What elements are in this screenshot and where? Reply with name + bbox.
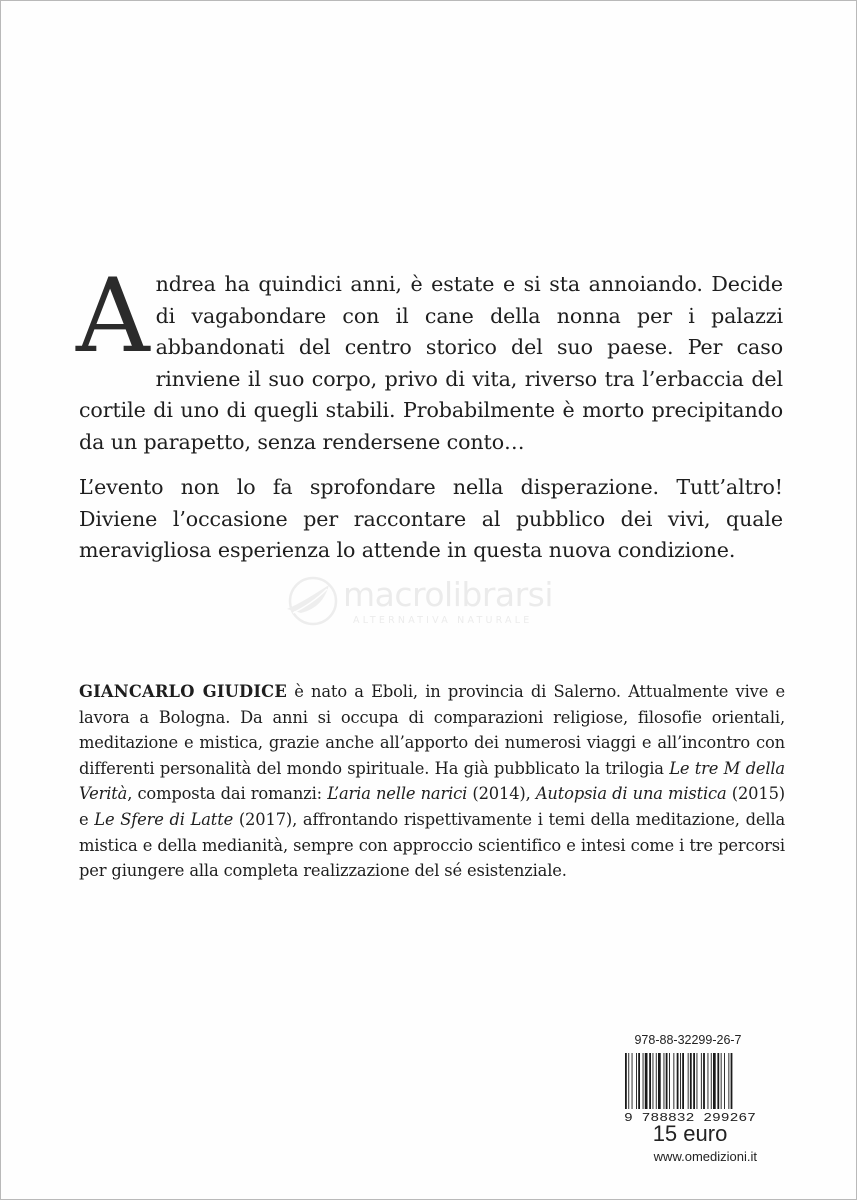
barcode-bar <box>628 1053 629 1109</box>
barcode-bar <box>658 1053 661 1109</box>
barcode-bar <box>690 1053 692 1109</box>
barcode-bar <box>669 1053 670 1109</box>
synopsis-paragraph-2: L’evento non lo fa sprofondare nella disperazione. Tutt’altro! Diviene l’occasione per raccontare al pubblico dei vivi, quale meravigliosa esperienza lo attende in questa nuova condizione. <box>79 475 783 562</box>
barcode-bar <box>664 1053 665 1109</box>
barcode-bar <box>717 1053 719 1109</box>
barcode-bar <box>693 1053 695 1109</box>
watermark-name: macrolibrarsi <box>343 575 554 614</box>
barcode-bar <box>677 1053 679 1109</box>
barcode-bar <box>653 1053 654 1109</box>
barcode-bar <box>703 1053 705 1109</box>
barcode-bar <box>625 1053 627 1109</box>
barcode-bar <box>666 1053 668 1109</box>
barcode-bar <box>638 1053 640 1109</box>
barcode-bar <box>673 1053 674 1109</box>
barcode <box>623 1053 757 1123</box>
trilogy-title: Le tre M della Verità <box>79 758 785 804</box>
barcode-digits: 9 788832 299267 <box>624 1112 756 1123</box>
barcode-bar <box>731 1053 733 1109</box>
barcode-bar <box>636 1053 637 1109</box>
publisher-website: www.omedizioni.it <box>653 1149 757 1164</box>
barcode-bar <box>711 1053 712 1109</box>
novel-title-2: Autopsia di una mistica <box>535 784 727 804</box>
barcode-bar <box>728 1053 729 1109</box>
novel-title-1: L’aria nelle narici <box>327 784 468 804</box>
author-name: GIANCARLO GIUDICE <box>79 682 287 701</box>
barcode-bar <box>643 1053 644 1109</box>
barcode-bar <box>656 1053 657 1109</box>
watermark <box>283 573 583 633</box>
watermark-tagline: ALTERNATIVA NATURALE <box>353 615 533 626</box>
barcode-bar <box>701 1053 702 1109</box>
barcode-bar <box>708 1053 709 1109</box>
barcode-bar <box>724 1053 725 1109</box>
isbn-number: 978-88-32299-26-7 <box>634 1033 742 1047</box>
drop-cap: A <box>76 257 150 376</box>
leaf-swirl-icon <box>283 573 345 629</box>
price: 15 euro <box>652 1121 728 1146</box>
barcode-bar <box>645 1053 648 1109</box>
barcode-bar <box>713 1053 716 1109</box>
barcode-bar <box>697 1053 698 1109</box>
barcode-bar <box>682 1053 684 1109</box>
barcode-bar <box>688 1053 689 1109</box>
synopsis-paragraph-1: Andrea ha quindici anni, è estate e si sta annoiando. Decide di vagabondare con il cane della nonna per i palazzi abbandonati del centro storico del suo paese. Per caso rinviene il suo corpo, privo di vita, riverso tra l’erbaccia del cortile di uno di quegli stabili. Probabilmente è morto precipitando da un parapetto, senza rendersene conto… <box>76 257 783 454</box>
barcode-bar <box>649 1053 651 1109</box>
novel-title-3: Le Sfere di Latte <box>94 809 234 829</box>
barcode-bar <box>632 1053 633 1109</box>
synopsis <box>76 257 783 567</box>
author-bio: GIANCARLO GIUDICE è nato a Eboli, in provincia di Salerno. Attualmente vive e lavora a Bologna. Da anni si occupa di comparazioni religiose, filosofie orientali, meditazione e mistica, grazie anche all’apporto dei numerosi viaggi e all’incontro con differenti personalità del mondo spirituale. Ha già pubblicato la trilogia Le tre M della Verità, composta dai romanzi: L’aria nelle narici (2014), Autopsia di una mistica (2015) e Le Sfere di Latte (2017), affrontando rispettivamente i temi della meditazione, della mistica e della medianità, sempre con approccio scientifico e intesi come i tre percorsi per giungere alla completa realizzazione del sé esistenziale. <box>79 682 785 881</box>
barcode-bar <box>721 1053 722 1109</box>
barcode-bar <box>680 1053 681 1109</box>
